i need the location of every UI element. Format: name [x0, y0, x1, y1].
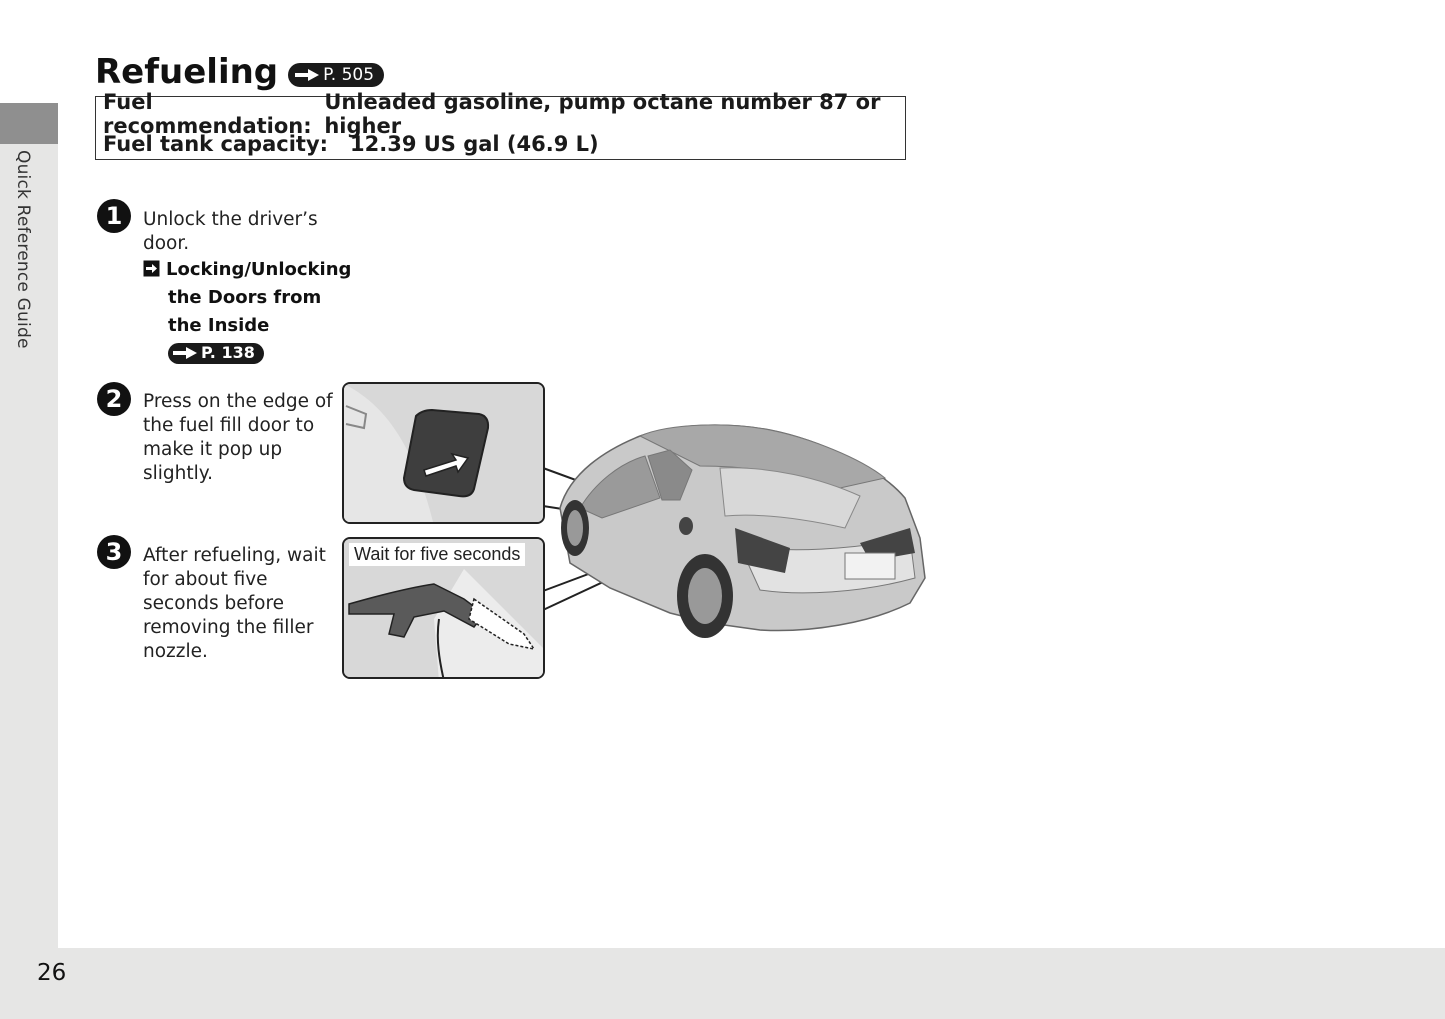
spec-row: [103, 90, 898, 138]
nozzle-detail-panel: [342, 537, 545, 679]
step-3-text-line: for about five: [143, 569, 268, 590]
page-number: 26: [37, 960, 67, 986]
step-1-cross-reference[interactable]: [143, 256, 351, 369]
step-2-text-line: Press on the edge of: [143, 391, 333, 412]
spec-value: 12.39 US gal (46.9 L): [350, 132, 599, 156]
step-3-text: [143, 544, 326, 664]
step-2-text-line: slightly.: [143, 463, 213, 484]
spec-label: Fuel recommendation:: [103, 90, 312, 138]
step-1-page-reference-text: P. 138: [201, 343, 255, 362]
cross-reference-line: [143, 256, 351, 284]
arrow-right-icon: [294, 68, 320, 82]
sidebar-section-label: Quick Reference Guide: [13, 150, 33, 349]
step-1-number: 1: [97, 199, 131, 233]
arrow-right-icon: [172, 346, 198, 360]
step-2-text: [143, 390, 333, 486]
fuel-spec-table: [95, 90, 906, 160]
cross-reference-text: the Doors from: [168, 287, 322, 308]
title-row: [95, 52, 384, 92]
title-page-reference[interactable]: [288, 63, 384, 87]
step-3-text-line: After refueling, wait: [143, 545, 326, 566]
step-3-text-line: nozzle.: [143, 641, 208, 662]
fuel-door-illustration: [344, 384, 545, 524]
see-reference-icon: [143, 260, 160, 277]
step-3-text-line: seconds before: [143, 593, 285, 614]
step-1-text-line: door.: [143, 233, 190, 254]
step-2-text-line: make it pop up: [143, 439, 283, 460]
step-2-text-line: the fuel fill door to: [143, 415, 315, 436]
fuel-door-detail-panel: [342, 382, 545, 524]
step-1-page-reference[interactable]: [168, 343, 264, 364]
step-3-text-line: removing the filler: [143, 617, 314, 638]
title-page-reference-text: P. 505: [323, 65, 375, 85]
page-title: Refueling: [95, 52, 279, 92]
cross-reference-text: Locking/Unlocking: [166, 259, 352, 280]
step-2-number: 2: [97, 382, 131, 416]
spec-label: Fuel tank capacity:: [103, 132, 329, 156]
cross-reference-text: the Inside: [168, 315, 270, 336]
sidebar-section-tab: [0, 103, 58, 144]
step-1-text: [143, 208, 318, 256]
footer-band: [0, 948, 1445, 1019]
step-3-number: 3: [97, 535, 131, 569]
spec-value: Unleaded gasoline, pump octane number 87 or higher: [324, 90, 881, 138]
step-1-text-line: Unlock the driver’s: [143, 209, 318, 230]
cross-reference-badge-row: [143, 341, 351, 369]
nozzle-caption: Wait for five seconds: [349, 543, 525, 566]
